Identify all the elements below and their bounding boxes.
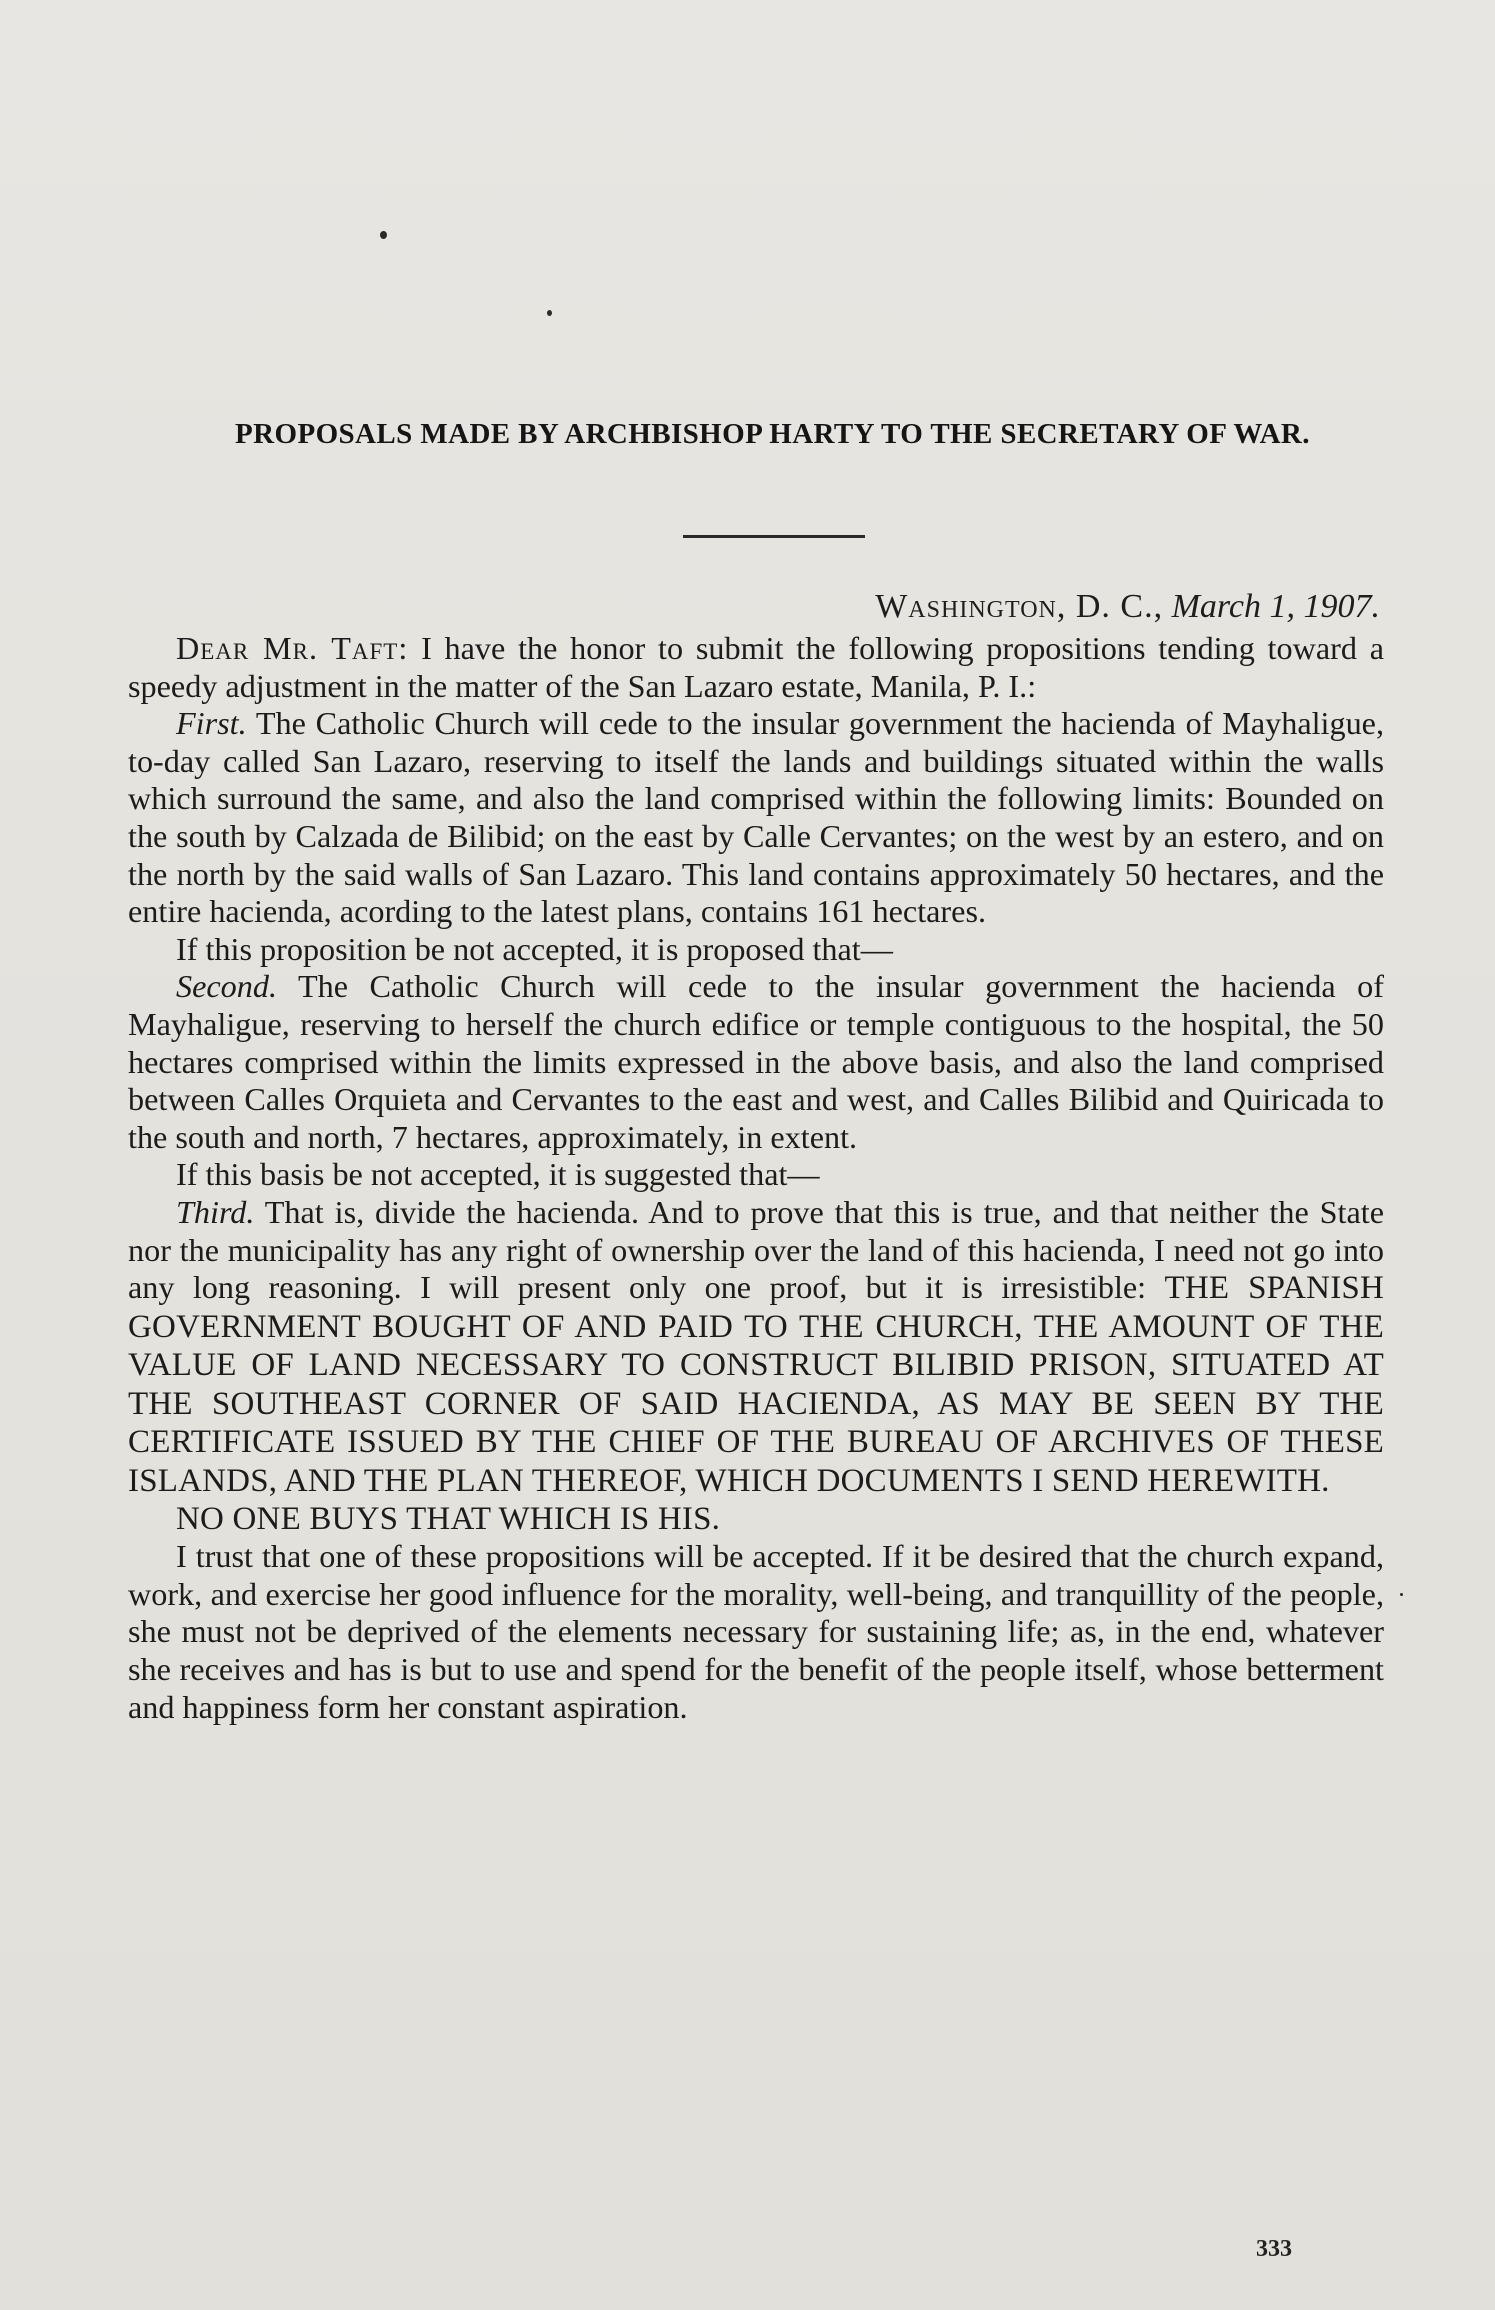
document-title: PROPOSALS MADE BY ARCHBISHOP HARTY TO THE SECRETARY OF WAR. — [235, 418, 1310, 450]
closing-paragraph: I trust that one of these propositions will be accepted. If it be desired that the church expand, work, and exercise her good influence for the morality, well-being, and tranquillity of the people, she must not be deprived of the elements necessary for sustaining life; as, in the end, whatever she receives and has is but to use and spend for the benefit of the people itself, whose betterment and happiness form her constant aspiration. — [128, 1538, 1384, 1725]
intro-text: I have the honor to submit the following propositions tending toward a speedy adjustment in the matter of the San Lazaro estate, Manila, P. I.: — [128, 630, 1385, 704]
third-proposition — [128, 1194, 1384, 1501]
third-text: That is, divide the hacienda. And to prove that this is true, and that neither the State nor the municipality has any right of ownership over the land of this hacienda, I need not go into any long reasoning. I will present only one proof, but it is irresistible: — [128, 1193, 1384, 1306]
salutation: Dear Mr. Taft: — [176, 630, 409, 666]
page-number: 333 — [1256, 2236, 1292, 2262]
intro-paragraph — [128, 630, 1384, 705]
first-label: First. — [176, 705, 247, 742]
first-proposition — [128, 705, 1384, 931]
letter-body — [128, 630, 1384, 1726]
dateline-date: March 1, 1907. — [1171, 588, 1380, 625]
dateline — [700, 586, 1380, 628]
ink-speck — [547, 310, 552, 316]
third-label: Third. — [176, 1193, 255, 1230]
condition-second: If this basis be not accepted, it is suggested that— — [176, 1156, 820, 1193]
second-label: Second. — [176, 968, 277, 1005]
ink-speck — [1400, 1593, 1403, 1596]
second-text: The Catholic Church will cede to the insular government the hacienda of Mayhaligue, reserving to herself the church edifice or temple contiguous to the hospital, the 50 hectares comprised within the limits expressed in the above basis, and also the land comprised between Calles Orquieta and Cervantes to the east and west, and Calles Bilibid and Quiricada to the south and north, 7 hectares, approximately, in extent. — [128, 968, 1384, 1155]
caps-maxim: NO ONE BUYS THAT WHICH IS HIS. — [176, 1500, 721, 1537]
caps-statement: THE SPANISH GOVERNMENT BOUGHT OF AND PAID TO THE CHURCH, THE AMOUNT OF THE VALUE OF LAND NECESSARY TO CONSTRUCT BILIBID PRISON, SITUATED AT THE SOUTHEAST CORNER OF SAID HACIENDA, AS MAY BE SEEN BY THE CERTIFICATE ISSUED BY THE CHIEF OF THE BUREAU OF ARCHIVES OF THESE ISLANDS, AND THE PLAN THEREOF, WHICH DOCUMENTS I SEND HEREWITH. — [128, 1270, 1384, 1500]
title-divider — [683, 535, 865, 538]
condition-first: If this proposition be not accepted, it is proposed that— — [176, 930, 893, 967]
ink-speck — [380, 231, 387, 239]
second-proposition — [128, 968, 1384, 1156]
dateline-place: Washington, D. C., — [875, 588, 1164, 625]
first-text: The Catholic Church will cede to the insular government the hacienda of Mayhaligue, to-day called San Lazaro, reserving to itself the lands and buildings situated within the walls which surround the same, and also the land comprised within the following limits: Bounded on the south by Calzada de Bilibid; on the east by Calle Cervantes; on the west by an estero, and on the north by the said walls of San Lazaro. This land contains approximately 50 hectares, and the entire hacienda, acording to the latest plans, contains 161 hectares. — [128, 705, 1385, 930]
